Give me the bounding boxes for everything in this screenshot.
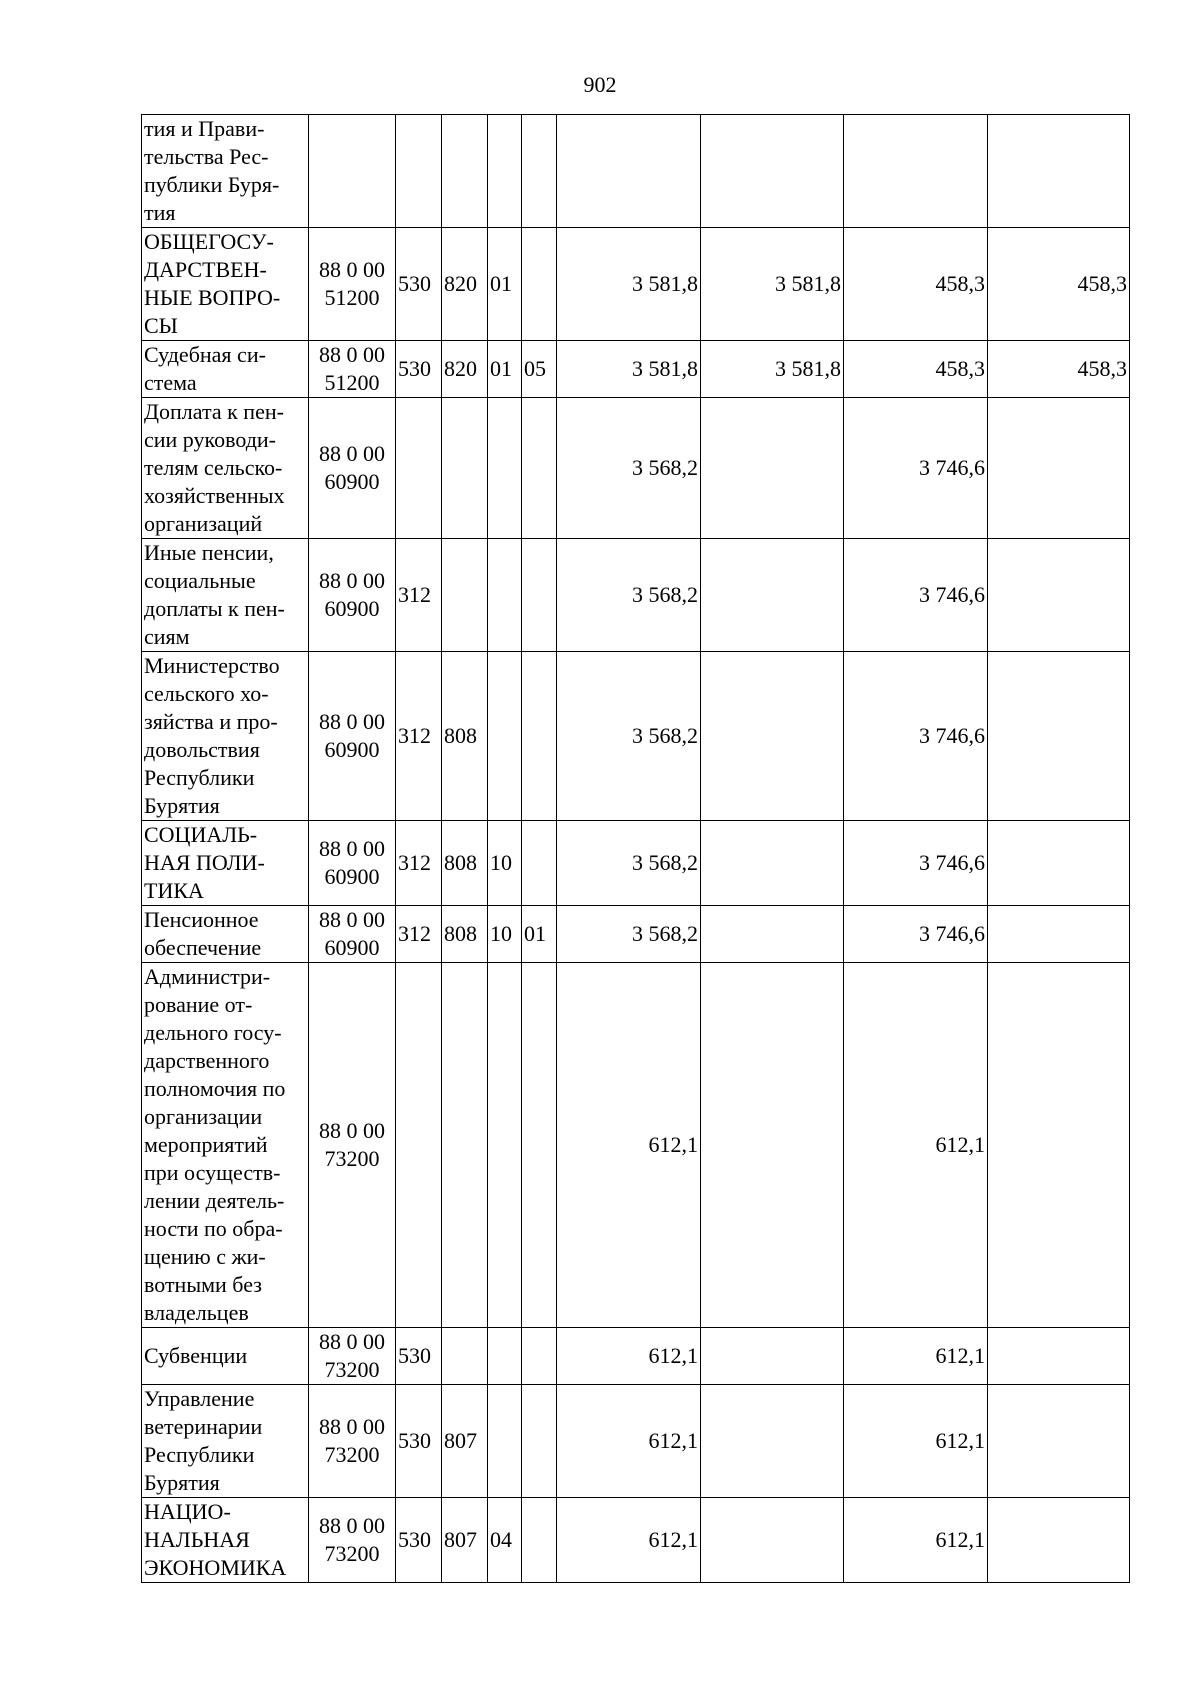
row-name-cell: НАЦИО- НАЛЬНАЯ ЭКОНОМИКА (142, 1498, 309, 1583)
amount-cell-4 (988, 539, 1130, 652)
row-name-cell: Иные пенсии, социальные доплаты к пен- сиям (142, 539, 309, 652)
amount-cell-3: 612,1 (844, 1385, 988, 1498)
amount-cell-2 (701, 906, 844, 963)
ministry-code-cell: 808 (442, 906, 488, 963)
row-name-cell: тия и Прави- тельства Рес- публики Буря- тия (142, 115, 309, 228)
ministry-code-cell: 820 (442, 341, 488, 398)
amount-cell-2 (701, 1385, 844, 1498)
subsection-cell (522, 1498, 557, 1583)
table-row (142, 398, 1130, 539)
table-row (142, 906, 1130, 963)
subsection-cell (522, 398, 557, 539)
ministry-code-cell: 807 (442, 1385, 488, 1498)
amount-cell-4 (988, 963, 1130, 1328)
section-cell (488, 652, 522, 821)
row-name-cell: СОЦИАЛЬ- НАЯ ПОЛИ- ТИКА (142, 821, 309, 906)
subsection-cell (522, 652, 557, 821)
amount-cell-4 (988, 115, 1130, 228)
ministry-code-cell (442, 539, 488, 652)
amount-cell-4: 458,3 (988, 228, 1130, 341)
expense-type-cell: 312 (396, 821, 442, 906)
table-body (142, 115, 1130, 1583)
section-cell (488, 1385, 522, 1498)
table-row (142, 115, 1130, 228)
ministry-code-cell (442, 963, 488, 1328)
ministry-code-cell (442, 398, 488, 539)
ministry-code-cell: 807 (442, 1498, 488, 1583)
amount-cell-2 (701, 652, 844, 821)
table-row (142, 228, 1130, 341)
amount-cell-2 (701, 1328, 844, 1385)
amount-cell-2 (701, 115, 844, 228)
amount-cell-4 (988, 1328, 1130, 1385)
amount-cell-3: 3 746,6 (844, 906, 988, 963)
table-row (142, 1498, 1130, 1583)
target-code-cell: 88 0 00 60900 (309, 906, 396, 963)
target-code-cell: 88 0 00 60900 (309, 821, 396, 906)
amount-cell-1: 3 568,2 (557, 652, 701, 821)
row-name-cell: Администри- рование от- дельного госу- дарственного полномочия по организации мероприятий при осуществ- лении деятель- ности по обра- щению с жи- вотными без владельцев (142, 963, 309, 1328)
target-code-cell: 88 0 00 73200 (309, 1385, 396, 1498)
expense-type-cell: 312 (396, 652, 442, 821)
amount-cell-1: 3 568,2 (557, 539, 701, 652)
amount-cell-3: 612,1 (844, 1498, 988, 1583)
amount-cell-1: 612,1 (557, 1498, 701, 1583)
row-name-cell: Министерство сельского хо- зяйства и про- довольствия Республики Бурятия (142, 652, 309, 821)
amount-cell-2 (701, 398, 844, 539)
amount-cell-3: 3 746,6 (844, 398, 988, 539)
ministry-code-cell (442, 115, 488, 228)
subsection-cell (522, 115, 557, 228)
row-name-cell: Управление ветеринарии Республики Бурятия (142, 1385, 309, 1498)
amount-cell-1: 612,1 (557, 1385, 701, 1498)
amount-cell-4: 458,3 (988, 341, 1130, 398)
subsection-cell (522, 1328, 557, 1385)
expense-type-cell: 312 (396, 539, 442, 652)
amount-cell-4 (988, 821, 1130, 906)
amount-cell-1: 3 581,8 (557, 341, 701, 398)
table-row (142, 821, 1130, 906)
subsection-cell (522, 539, 557, 652)
amount-cell-3: 458,3 (844, 228, 988, 341)
amount-cell-3: 3 746,6 (844, 539, 988, 652)
target-code-cell: 88 0 00 73200 (309, 1498, 396, 1583)
amount-cell-3: 612,1 (844, 1328, 988, 1385)
section-cell (488, 115, 522, 228)
target-code-cell: 88 0 00 60900 (309, 539, 396, 652)
page-number: 902 (583, 72, 617, 97)
section-cell: 10 (488, 906, 522, 963)
target-code-cell: 88 0 00 73200 (309, 963, 396, 1328)
section-cell: 01 (488, 341, 522, 398)
amount-cell-2 (701, 539, 844, 652)
amount-cell-1: 612,1 (557, 963, 701, 1328)
amount-cell-1: 3 568,2 (557, 398, 701, 539)
table-row (142, 963, 1130, 1328)
row-name-cell: Судебная си- стема (142, 341, 309, 398)
amount-cell-1: 612,1 (557, 1328, 701, 1385)
expense-type-cell (396, 115, 442, 228)
table-row (142, 652, 1130, 821)
expense-type-cell: 312 (396, 906, 442, 963)
amount-cell-4 (988, 398, 1130, 539)
table-row (142, 341, 1130, 398)
row-name-cell: Субвенции (142, 1328, 309, 1385)
section-cell: 01 (488, 228, 522, 341)
amount-cell-4 (988, 906, 1130, 963)
row-name-cell: ОБЩЕГОСУ- ДАРСТВЕН- НЫЕ ВОПРО- СЫ (142, 228, 309, 341)
section-cell (488, 539, 522, 652)
amount-cell-2 (701, 963, 844, 1328)
expense-type-cell: 530 (396, 1498, 442, 1583)
amount-cell-2 (701, 1498, 844, 1583)
target-code-cell (309, 115, 396, 228)
section-cell (488, 963, 522, 1328)
target-code-cell: 88 0 00 60900 (309, 652, 396, 821)
section-cell (488, 398, 522, 539)
amount-cell-3: 3 746,6 (844, 652, 988, 821)
ministry-code-cell: 808 (442, 821, 488, 906)
amount-cell-2: 3 581,8 (701, 341, 844, 398)
table-row (142, 539, 1130, 652)
target-code-cell: 88 0 00 73200 (309, 1328, 396, 1385)
amount-cell-3: 3 746,6 (844, 821, 988, 906)
amount-cell-4 (988, 652, 1130, 821)
ministry-code-cell: 820 (442, 228, 488, 341)
amount-cell-1: 3 568,2 (557, 906, 701, 963)
expense-type-cell: 530 (396, 228, 442, 341)
expense-type-cell: 530 (396, 1385, 442, 1498)
subsection-cell (522, 1385, 557, 1498)
expense-type-cell (396, 963, 442, 1328)
subsection-cell: 01 (522, 906, 557, 963)
row-name-cell: Доплата к пен- сии руководи- телям сельско- хозяйственных организаций (142, 398, 309, 539)
amount-cell-4 (988, 1385, 1130, 1498)
table-row (142, 1328, 1130, 1385)
target-code-cell: 88 0 00 60900 (309, 398, 396, 539)
expense-type-cell (396, 398, 442, 539)
amount-cell-3 (844, 115, 988, 228)
target-code-cell: 88 0 00 51200 (309, 228, 396, 341)
row-name-cell: Пенсионное обеспечение (142, 906, 309, 963)
target-code-cell: 88 0 00 51200 (309, 341, 396, 398)
subsection-cell (522, 963, 557, 1328)
section-cell: 10 (488, 821, 522, 906)
amount-cell-2: 3 581,8 (701, 228, 844, 341)
amount-cell-1: 3 568,2 (557, 821, 701, 906)
amount-cell-3: 612,1 (844, 963, 988, 1328)
amount-cell-4 (988, 1498, 1130, 1583)
expense-type-cell: 530 (396, 341, 442, 398)
ministry-code-cell: 808 (442, 652, 488, 821)
section-cell (488, 1328, 522, 1385)
table-row (142, 1385, 1130, 1498)
expense-type-cell: 530 (396, 1328, 442, 1385)
subsection-cell (522, 821, 557, 906)
amount-cell-1 (557, 115, 701, 228)
subsection-cell (522, 228, 557, 341)
amount-cell-3: 458,3 (844, 341, 988, 398)
section-cell: 04 (488, 1498, 522, 1583)
subsection-cell: 05 (522, 341, 557, 398)
amount-cell-2 (701, 821, 844, 906)
amount-cell-1: 3 581,8 (557, 228, 701, 341)
budget-table (141, 114, 1130, 1583)
ministry-code-cell (442, 1328, 488, 1385)
